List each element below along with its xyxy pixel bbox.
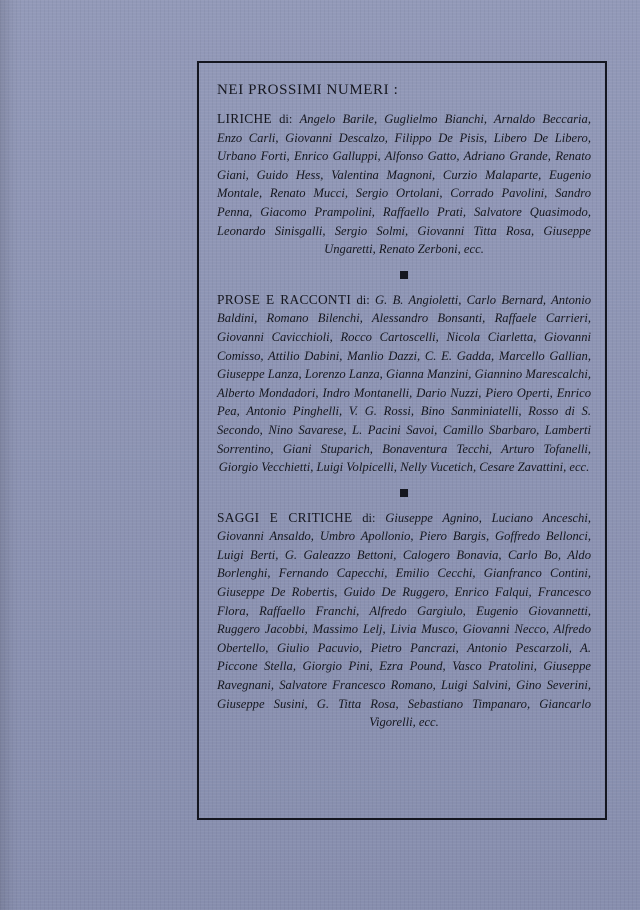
section-label: LIRICHE [217, 111, 272, 126]
section-liriche [217, 110, 591, 259]
page-fold-shadow [0, 0, 22, 910]
square-separator-icon [400, 271, 408, 279]
section-prose-e-racconti [217, 291, 591, 477]
section-names: G. B. Angioletti, Carlo Bernard, Antonio Baldini, Romano Bilenchi, Alessandro Bonsanti, Raffaele Carrieri, Giovanni Cavicchioli, Rocco Cartoscelli, Nicola Ciarletta, Giovanni Comisso, Attilio Dabini, Manlio Dazzi, C. E. Gadda, Marcello Gallian, Giuseppe Lanza, Lorenzo Lanza, Gianna Manzini, Giannino Marescalchi, Alberto Mondadori, Indro Montanelli, Dario Nuzzi, Piero Operti, Enrico Pea, Antonio Pinghelli, V. G. Rossi, Bino Sanminiatelli, Rosso di S. Secondo, Nino Savarese, L. Pacini Savoi, Camillo Sbarbaro, Lamberti Sorrentino, Giani Stuparich, Bonaventura Tecchi, Arturo Tofanelli, Giorgio Vecchietti, Luigi Volpicelli, Nelly Vucetich, Cesare Zavattini, ecc. [217, 292, 591, 475]
section-label: PROSE E RACCONTI [217, 291, 352, 307]
section-label: SAGGI E CRITICHE [217, 509, 353, 525]
page-heading: NEI PROSSIMI NUMERI : [217, 82, 399, 98]
section-names: Angelo Barile, Guglielmo Bianchi, Arnaldo Beccaria, Enzo Carli, Giovanni Descalzo, Filippo De Pisis, Libero De Libero, Urbano Forti, Enrico Galluppi, Alfonso Gatto, Adriano Grande, Renato Giani, Guido Hess, Valentina Magnoni, Curzio Malaparte, Eugenio Montale, Renato Mucci, Sergio Ortolani, Corrado Pavolini, Sandro Penna, Giacomo Prampolini, Raffaello Prati, Salvatore Quasimodo, Leonardo Sinisgalli, Sergio Solmi, Giovanni Titta Rosa, Giuseppe Ungaretti, Renato Zerboni, ecc. [217, 112, 592, 257]
section-di: di: [351, 292, 376, 307]
section-saggi-e-critiche [217, 509, 591, 732]
section-di: di: [271, 112, 300, 126]
announcement-frame [197, 61, 607, 820]
square-separator-icon [400, 489, 408, 497]
section-names: Giuseppe Agnino, Luciano Anceschi, Giovanni Ansaldo, Umbro Apollonio, Piero Bargis, Goffredo Bellonci, Luigi Berti, G. Galeazzo Bettoni, Calogero Bonavia, Carlo Bo, Aldo Borlenghi, Fernando Capecchi, Emilio Cecchi, Gianfranco Contini, Giuseppe De Robertis, Guido De Ruggero, Enrico Falqui, Francesco Flora, Raffaello Franchi, Alfredo Gargiulo, Eugenio Giovannetti, Ruggero Jacobbi, Massimo Lelj, Livia Musco, Giovanni Necco, Alfredo Obertello, Giulio Pacuvio, Pietro Pancrazi, Antonio Pescarzoli, A. Piccone Stella, Giorgio Pini, Ezra Pound, Vasco Pratolini, Giuseppe Ravegnani, Salvatore Francesco Romano, Luigi Salvini, Gino Severini, Giuseppe Susini, G. Titta Rosa, Sebastiano Timpanaro, Giancarlo Vigorelli, ecc. [217, 510, 592, 730]
section-di: di: [352, 510, 386, 525]
